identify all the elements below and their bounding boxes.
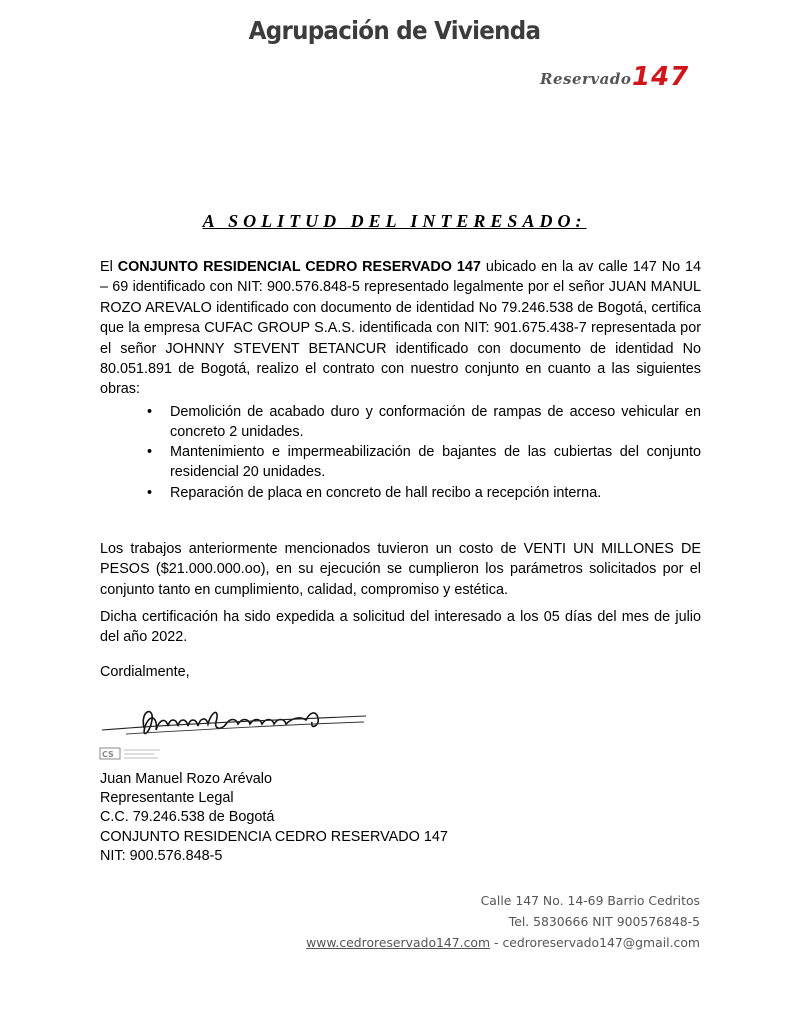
- signer-block: [100, 770, 448, 866]
- list-item: [148, 443, 701, 482]
- list-item-text: Mantenimiento e impermeabilización de bajantes de las cubiertas del conjunto residencial 20 unidades.: [170, 444, 701, 480]
- certification-paragraph: Dicha certificación ha sido expedida a solicitud del interesado a los 05 días del mes de julio del año 2022.: [100, 609, 701, 646]
- signer-id: C.C. 79.246.538 de Bogotá: [100, 809, 275, 826]
- signer-org: CONJUNTO RESIDENCIA CEDRO RESERVADO 147: [100, 828, 448, 845]
- scanner-badge: CS: [102, 750, 114, 759]
- intro-bold-name: CONJUNTO RESIDENCIAL CEDRO RESERVADO 147: [117, 259, 481, 275]
- signer-name: Juan Manuel Rozo Arévalo: [100, 771, 272, 787]
- signer-role: Representante Legal: [100, 790, 234, 807]
- intro-rest: ubicado en la av calle 147 No 14 – 69 identificado con NIT: 900.576.848-5 representado legalmente por el señor JUAN MANUL ROZO AREVALO identificado con documento de identidad No 79.246.538 de Bogotá, certifica que la empresa CUFAC GROUP S.A.S. identificada con NIT: 901.675.438-7 representada por el señor JOHNNY STEVENT BETANCUR identificado con documento de identidad No 80.051.891 de Bogotá, realizo el contrato con nuestro conjunto en cuanto a las siguientes obras:: [100, 259, 702, 398]
- cost-paragraph: Los trabajos anteriormente mencionados tuvieron un costo de VENTI UN MILLONES DE PESOS ($21.000.000.oo), en su ejecución se cumplieron los parámetros solicitados por el conjunto tanto en cumplimiento, calidad, compromiso y estética.: [100, 541, 701, 598]
- document-heading: A SOLITUD DEL INTERESADO:: [202, 211, 587, 231]
- works-list: [148, 403, 701, 505]
- header-title: Agrupación de Vivienda: [248, 16, 541, 45]
- bullet-icon: •: [147, 444, 153, 461]
- list-item: [148, 403, 701, 442]
- intro-lead: El: [100, 259, 118, 275]
- website-link[interactable]: www.cedroreservado147.com: [306, 935, 491, 950]
- footer-contact: [306, 890, 700, 953]
- email-text: cedroreservado147@gmail.com: [502, 935, 700, 950]
- footer-links: [306, 932, 700, 953]
- footer-separator: -: [490, 935, 503, 950]
- bullet-icon: •: [147, 484, 153, 501]
- logo-word: Reservado: [540, 70, 632, 88]
- footer-address: Calle 147 No. 14-69 Barrio Cedritos: [480, 893, 700, 908]
- logo-number: 147: [632, 62, 690, 92]
- list-item-text: Demolición de acabado duro y conformación de rampas de acceso vehicular en concreto 2 unidades.: [170, 404, 701, 440]
- list-item: [148, 484, 701, 504]
- closing-text: Cordialmente,: [100, 664, 190, 680]
- bullet-icon: •: [147, 404, 153, 420]
- list-item-text: Reparación de placa en concreto de hall recibo a recepción interna.: [170, 484, 602, 501]
- reservado-147-logo: [540, 62, 710, 94]
- footer-phone-nit: Tel. 5830666 NIT 900576848-5: [508, 914, 700, 929]
- handwritten-signature: [96, 690, 376, 770]
- signer-nit: NIT: 900.576.848-5: [100, 847, 223, 864]
- intro-paragraph: [100, 257, 701, 400]
